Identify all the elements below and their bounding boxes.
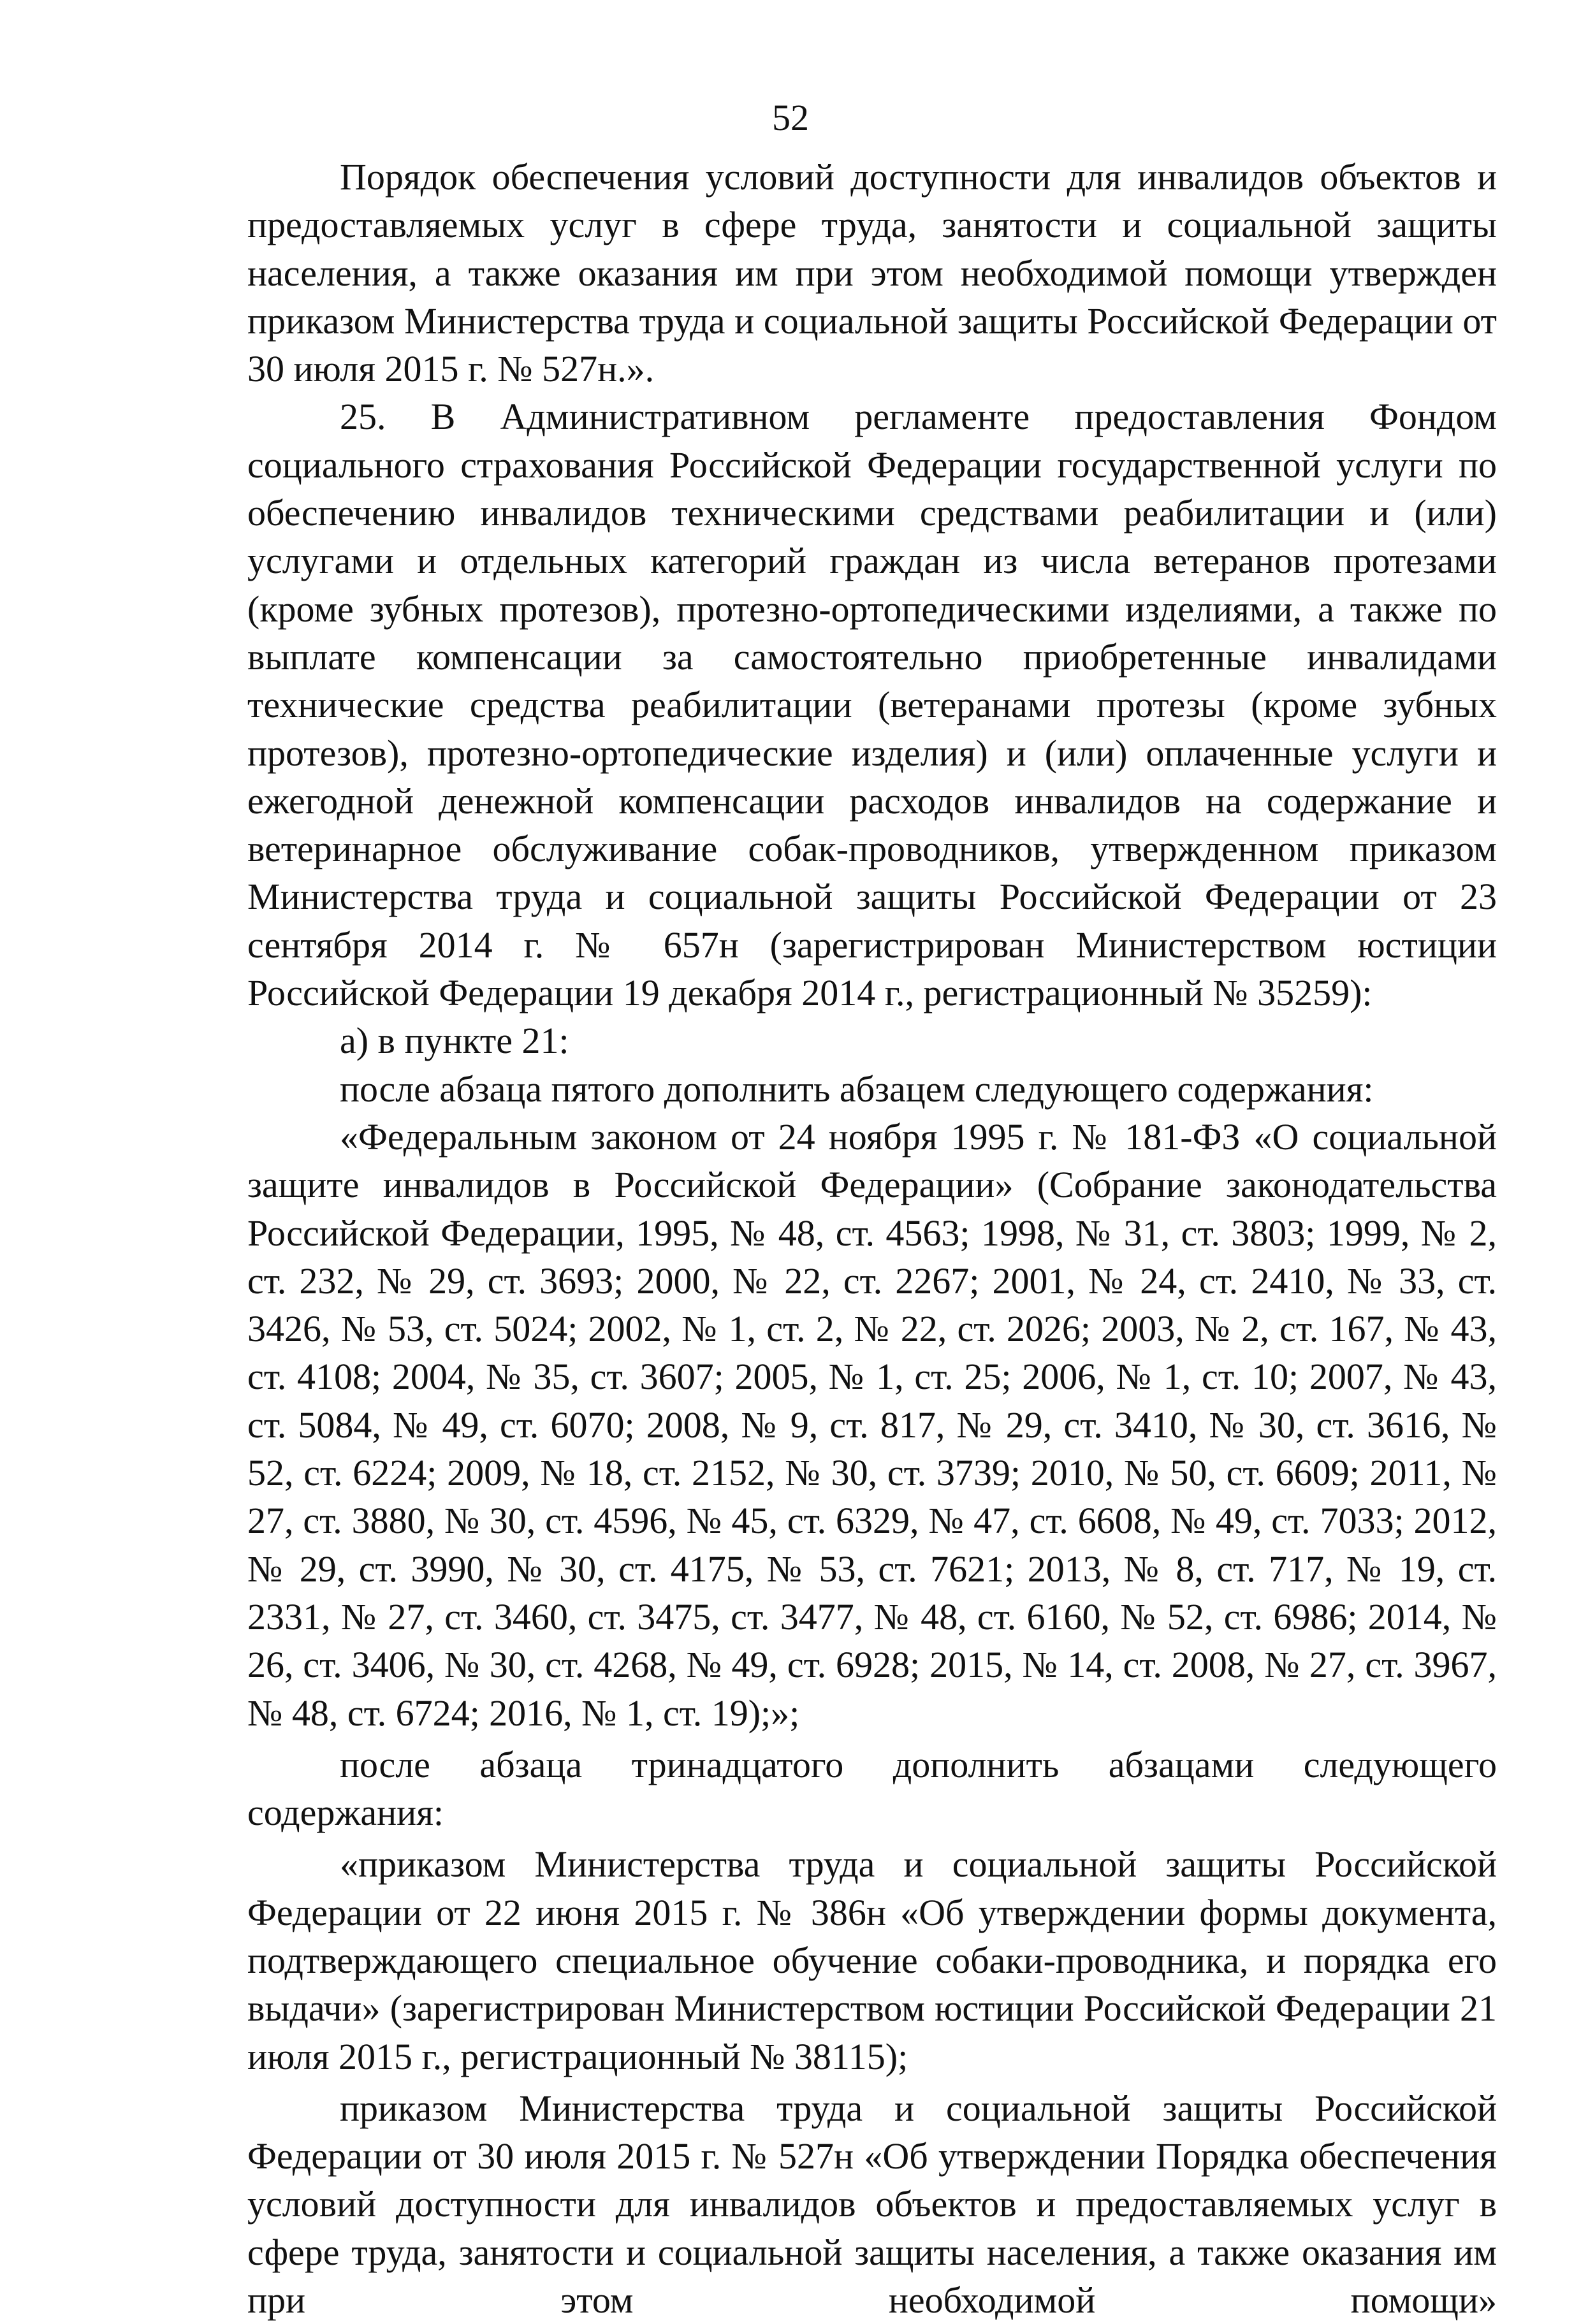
paragraph-item-25: 25. В Административном регламенте предоставления Фондом социального страхования Российской Федерации государственной услуги по обеспечению инвалидов техническими средствами реабилитации и (или) услугами и отдельных категорий граждан из числа ветеранов протезами (кроме зубных протезов), протезно-ортопедическими изделиями, а также по выплате компенсации за самостоятельно приобретенные инвалидами технические средства реабилитации (ветеранами протезы (кроме зубных протезов), протезно-ортопедические изделия) и (или) оплаченные услуги и ежегодной денежной компенсации расходов инвалидов на содержание и ветеринарное обслуживание собак-проводников, утвержденном приказом Министерства труда и социальной защиты Российской Федерации от 23 сентября 2014 г. № 657н (зарегистрирован Министерством юстиции Российской Федерации 19 декабря 2014 г., регистрационный № 35259):: [247, 396, 1497, 1014]
paragraph-order-386n: «приказом Министерства труда и социальной защиты Российской Федерации от 22 июня 2015 г. № 386н «Об утверждении формы документа, подтверждающего специальное обучение собаки-проводника, и порядка его выдачи» (зарегистрирован Министерством юстиции Российской Федерации 21 июля 2015 г., регистрационный № 38115);: [247, 1843, 1497, 2077]
paragraph-after-thirteenth: после абзаца тринадцатого дополнить абзацами следующего содержания:: [247, 1743, 1497, 1834]
paragraph-order-527n: приказом Министерства труда и социальной защиты Российской Федерации от 30 июля 2015 г. № 527н «Об утверждении Порядка обеспечения условий доступности для инвалидов объектов и предоставляемых услуг в сфере труда, занятости и социальной защиты населения, а также оказания им при этом необходимой помощи»: [247, 2087, 1497, 2321]
page-number: 52: [772, 97, 809, 138]
paragraph-after-fifth: после абзаца пятого дополнить абзацем следующего содержания:: [340, 1068, 1374, 1110]
document-body: [247, 153, 1497, 2324]
paragraph-procedure-approval: Порядок обеспечения условий доступности для инвалидов объектов и предоставляемых услуг в сфере труда, занятости и социальной защиты населения, а также оказания им при этом необходимой помощи утвержден приказом Министерства труда и социальной защиты Российской Федерации от 30 июля 2015 г. № 527н.».: [247, 156, 1497, 390]
paragraph-federal-law-citation: «Федеральным законом от 24 ноября 1995 г. № 181-ФЗ «О социальной защите инвалидов в Российской Федерации» (Собрание законодательства Российской Федерации, 1995, № 48, ст. 4563; 1998, № 31, ст. 3803; 1999, № 2, ст. 232, № 29, ст. 3693; 2000, № 22, ст. 2267; 2001, № 24, ст. 2410, № 33, ст. 3426, № 53, ст. 5024; 2002, № 1, ст. 2, № 22, ст. 2026; 2003, № 2, ст. 167, № 43, ст. 4108; 2004, № 35, ст. 3607; 2005, № 1, ст. 25; 2006, № 1, ст. 10; 2007, № 43, ст. 5084, № 49, ст. 6070; 2008, № 9, ст. 817, № 29, ст. 3410, № 30, ст. 3616, № 52, ст. 6224; 2009, № 18, ст. 2152, № 30, ст. 3739; 2010, № 50, ст. 6609; 2011, № 27, ст. 3880, № 30, ст. 4596, № 45, ст. 6329, № 47, ст. 6608, № 49, ст. 7033; 2012, № 29, ст. 3990, № 30, ст. 4175, № 53, ст. 7621; 2013, № 8, ст. 717, № 19, ст. 2331, № 27, ст. 3460, ст. 3475, ст. 3477, № 48, ст. 6160, № 52, ст. 6986; 2014, № 26, ст. 3406, № 30, ст. 4268, № 49, ст. 6928; 2015, № 14, ст. 2008, № 27, ст. 3967, № 48, ст. 6724; 2016, № 1, ст. 19);»;: [247, 1115, 1497, 1734]
paragraph-subitem-a: а) в пункте 21:: [340, 1020, 569, 1062]
